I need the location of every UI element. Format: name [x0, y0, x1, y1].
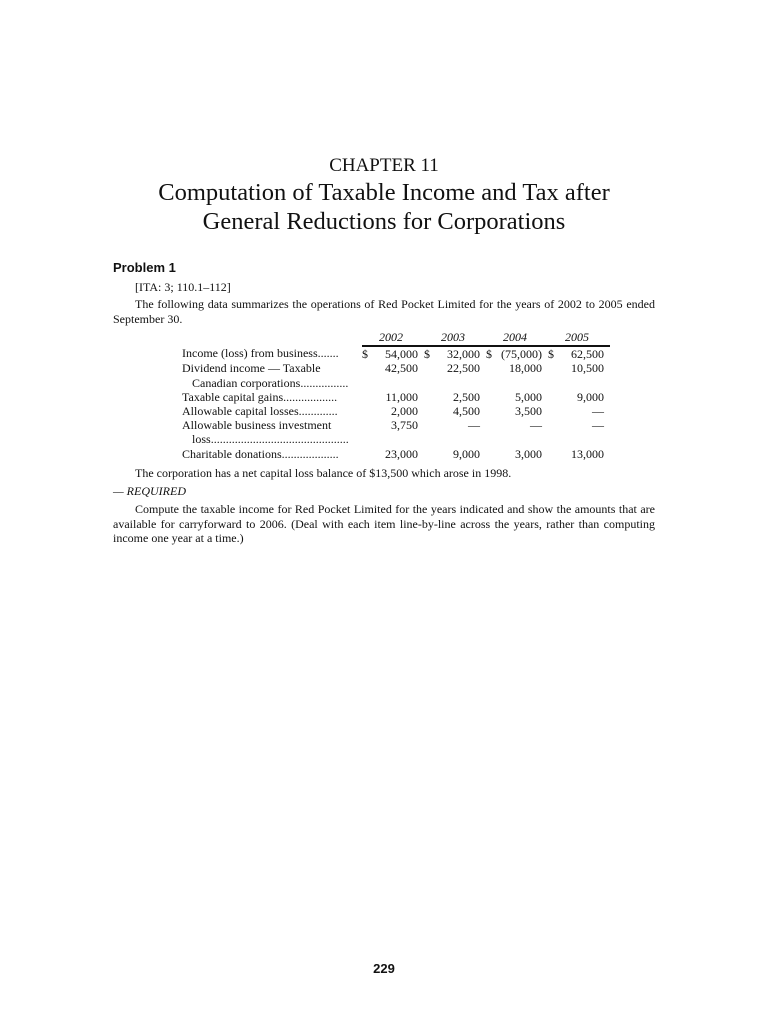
table-cell: 54,000	[374, 346, 424, 361]
currency-symbol: $	[362, 346, 374, 361]
row-label	[182, 346, 362, 361]
currency-symbol	[486, 447, 498, 461]
table-cell: 9,000	[577, 389, 604, 404]
row-label	[182, 404, 362, 418]
table-cell: 10,500	[571, 361, 604, 376]
currency-symbol	[424, 447, 436, 461]
row-label-text: Taxable capital gains	[182, 389, 284, 404]
currency-symbol	[362, 418, 374, 446]
row-label-text: Allowable capital losses	[182, 404, 299, 419]
statute-reference: [ITA: 3; 110.1–112]	[135, 280, 231, 294]
chapter-title-line-1: Computation of Taxable Income and Tax after	[158, 179, 610, 206]
table-cell: (75,000)	[498, 346, 548, 361]
problem-intro-paragraph: The following data summarizes the operations of Red Pocket Limited for the years of 2002 to 2005 ended September 30.	[113, 297, 655, 326]
table-cell: 18,000	[509, 361, 542, 376]
table-row	[182, 390, 610, 404]
row-label-text: Charitable donations	[182, 446, 282, 461]
table-cell: 62,500	[560, 346, 610, 361]
table-header-blank	[182, 330, 362, 346]
year-header: 2002	[379, 330, 403, 344]
currency-symbol	[362, 361, 374, 389]
row-label	[182, 361, 362, 389]
instruction-paragraph: Compute the taxable income for Red Pocket Limited for the years indicated and show the amounts that are available for carryforward to 2006. (Deal with each item line-by-line across the years, rather than computing income one year at a time.)	[113, 502, 655, 545]
chapter-label: CHAPTER 11	[329, 155, 439, 176]
table-cell: 9,000	[453, 446, 480, 461]
currency-symbol	[424, 390, 436, 404]
row-label-continuation: Canadian corporations	[192, 375, 301, 390]
year-header: 2003	[441, 330, 465, 344]
table-cell: —	[592, 404, 604, 419]
currency-symbol	[424, 418, 436, 446]
table-cell: 23,000	[385, 446, 418, 461]
operations-data-table	[182, 330, 610, 461]
row-label-text: Dividend income — Taxable	[182, 361, 321, 376]
currency-symbol: $	[424, 346, 436, 361]
row-label	[182, 447, 362, 461]
currency-symbol	[486, 390, 498, 404]
table-header-row	[182, 330, 610, 346]
table-cell: 2,000	[391, 404, 418, 419]
currency-symbol	[486, 404, 498, 418]
currency-symbol	[548, 404, 560, 418]
currency-symbol	[362, 447, 374, 461]
row-label	[182, 418, 362, 446]
table-cell: 42,500	[385, 361, 418, 376]
year-header: 2005	[565, 330, 589, 344]
row-label-text: Income (loss) from business	[182, 346, 318, 361]
currency-symbol: $	[548, 346, 560, 361]
row-label	[182, 390, 362, 404]
table-cell: 3,750	[391, 418, 418, 433]
currency-symbol	[424, 404, 436, 418]
table-row	[182, 418, 610, 446]
currency-symbol	[362, 390, 374, 404]
table-cell: 11,000	[385, 389, 418, 404]
table-cell: —	[530, 418, 542, 433]
currency-symbol	[424, 361, 436, 389]
table-cell: 32,000	[436, 346, 486, 361]
currency-symbol	[548, 390, 560, 404]
table-row	[182, 404, 610, 418]
table-row	[182, 361, 610, 389]
table-row	[182, 447, 610, 461]
currency-symbol	[362, 404, 374, 418]
table-cell: 22,500	[447, 361, 480, 376]
chapter-title-line-2: General Reductions for Corporations	[202, 207, 566, 235]
chapter-title	[100, 179, 668, 236]
currency-symbol: $	[486, 346, 498, 361]
row-label-text: Allowable business investment	[182, 418, 332, 433]
table-cell: 2,500	[453, 389, 480, 404]
table-cell: 13,000	[571, 446, 604, 461]
currency-symbol	[548, 447, 560, 461]
table-cell: —	[592, 418, 604, 433]
currency-symbol	[486, 361, 498, 389]
row-label-continuation: loss	[192, 432, 211, 447]
table-row	[182, 346, 610, 361]
page-number: 229	[373, 961, 395, 976]
year-header: 2004	[503, 330, 527, 344]
table-cell: 5,000	[515, 389, 542, 404]
problem-heading: Problem 1	[113, 260, 176, 275]
required-label: — REQUIRED	[113, 484, 186, 498]
currency-symbol	[548, 361, 560, 389]
currency-symbol	[486, 418, 498, 446]
table-cell: —	[468, 418, 480, 433]
net-capital-loss-note: The corporation has a net capital loss balance of $13,500 which arose in 1998.	[135, 466, 512, 480]
table-cell: 4,500	[453, 404, 480, 419]
table-cell: 3,500	[515, 404, 542, 419]
table-cell: 3,000	[515, 446, 542, 461]
currency-symbol	[548, 418, 560, 446]
